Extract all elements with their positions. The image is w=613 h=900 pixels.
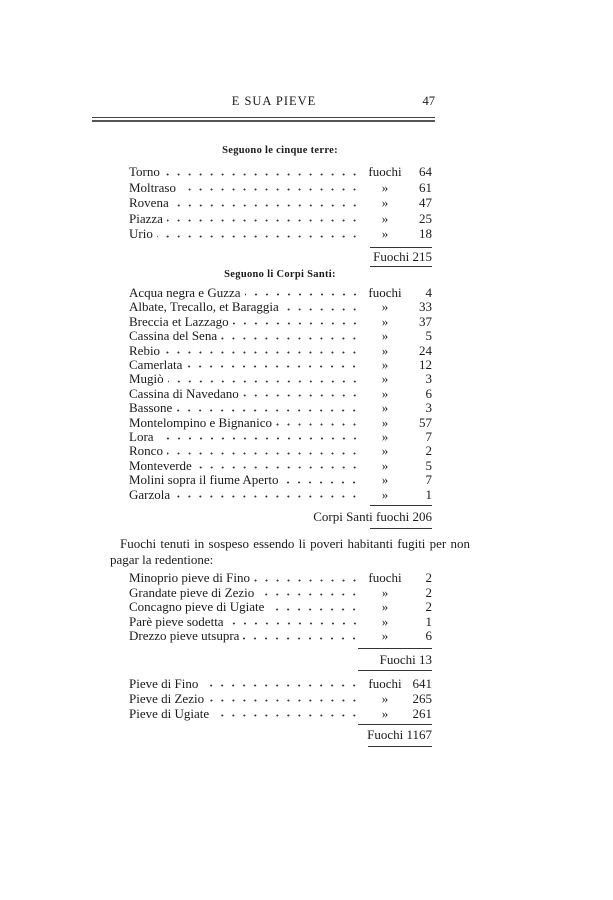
unit-label: » <box>381 472 389 488</box>
hearth-count: 641 <box>412 676 432 691</box>
place-name: Urio <box>129 226 153 241</box>
hearth-count: 25 <box>419 210 432 226</box>
hearth-count: 3 <box>425 371 432 387</box>
dot-leader <box>208 699 360 702</box>
hearth-count: 1 <box>425 613 432 629</box>
place-name: Cassina di Navedano <box>129 385 239 401</box>
hearth-count: 1 <box>425 486 432 502</box>
dot-leader <box>167 452 360 455</box>
unit-label: fuochi <box>368 676 402 691</box>
sum-rule <box>358 670 432 671</box>
hearth-count: 24 <box>419 342 432 358</box>
list-item <box>129 586 432 601</box>
unit-label: » <box>381 313 389 329</box>
hearth-count: 2 <box>425 443 432 459</box>
hearth-count: 37 <box>419 313 432 329</box>
unit-label: fuochi <box>368 164 402 179</box>
list-item <box>129 372 432 386</box>
dot-leader <box>228 622 360 625</box>
hearth-count: 6 <box>425 385 432 401</box>
hearth-count: 18 <box>419 226 432 241</box>
hearth-count: 7 <box>425 429 432 445</box>
hearth-count: 12 <box>419 357 432 373</box>
unit-label: » <box>381 486 389 502</box>
hearth-count: 265 <box>412 691 432 706</box>
place-name: Cassina del Sena <box>129 328 218 344</box>
hearth-count: 4 <box>425 285 432 300</box>
list-item <box>129 473 432 487</box>
list-item <box>129 615 432 630</box>
list-item <box>129 344 432 358</box>
header-rule <box>92 117 435 118</box>
hearth-count: 47 <box>419 195 432 210</box>
header-title: E SUA PIEVE <box>231 94 317 108</box>
dot-leader <box>196 466 360 469</box>
place-name: Lora <box>129 429 154 445</box>
unit-label: fuochi <box>368 570 402 585</box>
list-item <box>129 691 432 706</box>
dot-leader <box>157 235 360 238</box>
dot-leader <box>243 394 360 397</box>
section-heading-cinque-terre: Seguono le cinque terre: <box>222 145 338 156</box>
table-corpi-santi <box>129 286 432 502</box>
sum-rule <box>358 724 432 725</box>
hearth-count: 64 <box>419 164 432 179</box>
list-item <box>129 629 432 644</box>
place-name: Montelompino e Bignanico <box>129 414 272 430</box>
unit-label: » <box>381 179 389 195</box>
dot-leader <box>164 351 360 354</box>
total-corpi-santi: Corpi Santi fuochi 206 <box>313 509 432 524</box>
list-item <box>129 164 432 180</box>
list-item <box>129 416 432 430</box>
list-item <box>129 315 432 329</box>
hearth-count: 2 <box>425 570 432 585</box>
place-name: Bassone <box>129 400 173 416</box>
place-name: Monteverde <box>129 457 192 473</box>
place-name: Concagno pieve di Ugiate <box>129 599 265 615</box>
table-cinque-terre <box>129 164 432 242</box>
total-pievi: Fuochi 1167 <box>367 727 432 742</box>
unit-label: » <box>381 599 389 615</box>
dot-leader <box>268 608 360 611</box>
unit-label: » <box>381 429 389 445</box>
dot-leader <box>176 409 360 412</box>
unit-label: » <box>381 443 389 459</box>
table-sospeso <box>129 571 432 644</box>
list-item <box>129 430 432 444</box>
section-heading-corpi-santi: Seguono li Corpi Santi: <box>224 269 336 280</box>
dot-leader <box>283 308 360 311</box>
unit-label: » <box>381 357 389 373</box>
list-item <box>129 387 432 401</box>
dot-leader <box>173 204 360 207</box>
paragraph-sospeso: Fuochi tenuti in sospeso essendo li poveri habitanti fugiti per non pagar la redentione: <box>110 536 470 567</box>
place-name: Torno <box>129 164 160 179</box>
place-name: Parè pieve sodetta <box>129 613 224 629</box>
place-name: Albate, Trecallo, et Baraggia <box>129 299 279 315</box>
unit-label: » <box>381 195 389 210</box>
dot-leader <box>180 188 360 191</box>
place-name: Pieve di Ugiate <box>129 706 210 721</box>
hearth-count: 5 <box>425 457 432 473</box>
unit-label: » <box>381 457 389 473</box>
list-item <box>129 401 432 415</box>
dot-leader <box>245 293 360 296</box>
unit-label: » <box>381 385 389 401</box>
place-name: Camerlata <box>129 357 183 373</box>
running-header <box>115 93 433 109</box>
sum-rule <box>368 746 432 747</box>
place-name: Moltraso <box>129 179 176 195</box>
hearth-count: 5 <box>425 328 432 344</box>
place-name: Molini sopra il fiume Aperto <box>129 472 279 488</box>
unit-label: » <box>381 328 389 344</box>
list-item <box>129 329 432 343</box>
dot-leader <box>167 219 360 222</box>
list-item <box>129 676 432 691</box>
hearth-count: 2 <box>425 584 432 600</box>
total-cinque-terre: Fuochi 215 <box>373 249 432 264</box>
hearth-count: 7 <box>425 472 432 488</box>
place-name: Rovena <box>129 195 169 210</box>
unit-label: » <box>381 628 389 644</box>
unit-label: » <box>381 342 389 358</box>
place-name: Breccia et Lazzago <box>129 313 229 329</box>
list-item <box>129 195 432 211</box>
unit-label: » <box>381 210 389 226</box>
dot-leader <box>168 380 360 383</box>
unit-label: » <box>381 414 389 430</box>
dot-leader <box>221 337 360 340</box>
place-name: Piazza <box>129 210 163 226</box>
list-item <box>129 226 432 242</box>
hearth-count: 61 <box>419 179 432 195</box>
place-name: Pieve di Zezio <box>129 691 205 706</box>
place-name: Drezzo pieve utsupra <box>129 628 240 644</box>
place-name: Garzola <box>129 486 171 502</box>
place-name: Mugiò <box>129 371 164 387</box>
hearth-count: 3 <box>425 400 432 416</box>
dot-leader <box>254 579 360 582</box>
unit-label: » <box>381 691 389 706</box>
dot-leader <box>202 684 360 687</box>
unit-label: » <box>381 400 389 416</box>
dot-leader <box>174 495 360 498</box>
unit-label: fuochi <box>368 285 402 300</box>
table-pievi <box>129 676 432 721</box>
unit-label: » <box>381 584 389 600</box>
list-item <box>129 444 432 458</box>
hearth-count: 57 <box>419 414 432 430</box>
sum-rule <box>370 247 432 248</box>
dot-leader <box>243 637 360 640</box>
dot-leader <box>213 714 360 717</box>
unit-label: » <box>381 371 389 387</box>
list-item <box>129 180 432 196</box>
list-item <box>129 358 432 372</box>
place-name: Minoprio pieve di Fino <box>129 570 250 585</box>
place-name: Grandate pieve di Zezio <box>129 584 255 600</box>
page-number: 47 <box>422 94 435 108</box>
place-name: Ronco <box>129 443 163 459</box>
dot-leader <box>276 423 360 426</box>
unit-label: » <box>381 299 389 315</box>
unit-label: » <box>381 226 389 241</box>
list-item <box>129 286 432 300</box>
dot-leader <box>282 481 360 484</box>
sum-rule <box>370 528 432 529</box>
header-rule-thick <box>92 120 435 122</box>
unit-label: » <box>381 706 389 721</box>
sum-rule <box>370 505 432 506</box>
place-name: Pieve di Fino <box>129 676 199 691</box>
dot-leader <box>233 322 360 325</box>
hearth-count: 2 <box>425 599 432 615</box>
dot-leader <box>158 437 360 440</box>
unit-label: » <box>381 613 389 629</box>
list-item <box>129 571 432 586</box>
list-item <box>129 600 432 615</box>
dot-leader <box>258 593 360 596</box>
list-item <box>129 300 432 314</box>
hearth-count: 6 <box>425 628 432 644</box>
hearth-count: 33 <box>419 299 432 315</box>
place-name: Rebio <box>129 342 161 358</box>
place-name: Acqua negra e Guzza <box>129 285 241 300</box>
dot-leader <box>164 173 360 176</box>
list-item <box>129 211 432 227</box>
sum-rule <box>358 648 432 649</box>
list-item <box>129 459 432 473</box>
list-item <box>129 488 432 502</box>
total-sospeso: Fuochi 13 <box>379 652 432 667</box>
hearth-count: 261 <box>412 706 432 721</box>
sum-rule <box>370 266 432 267</box>
dot-leader <box>186 365 360 368</box>
list-item <box>129 706 432 721</box>
